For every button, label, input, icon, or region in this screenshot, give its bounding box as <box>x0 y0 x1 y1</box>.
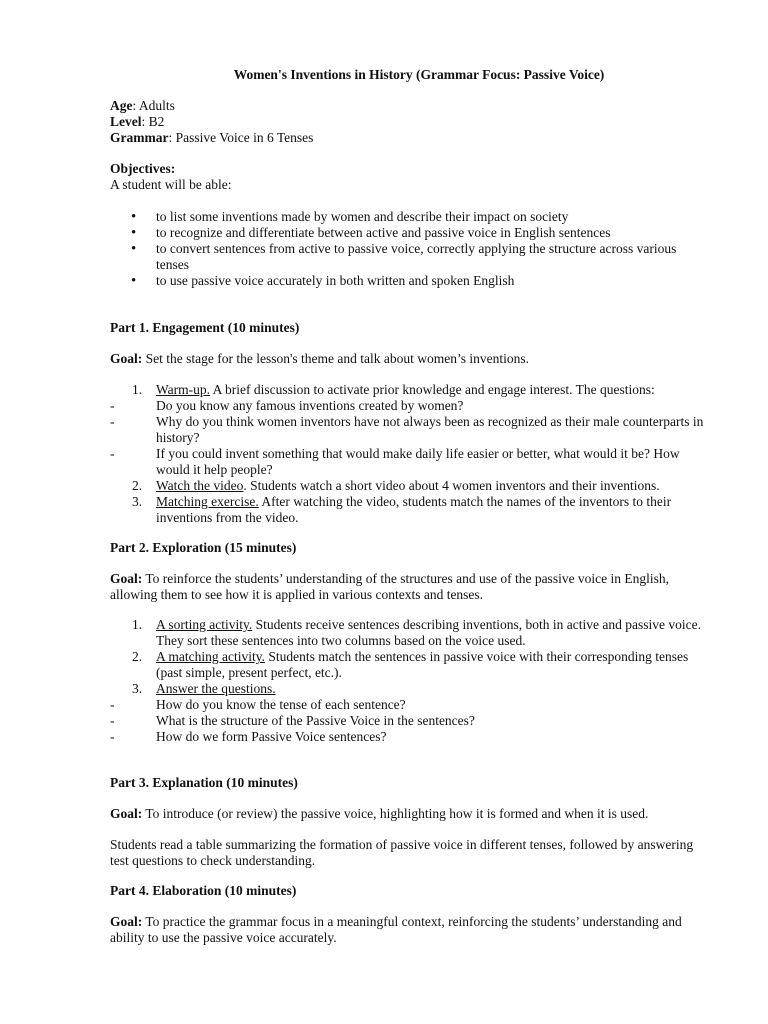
activity-title: Answer the questions. <box>156 681 276 696</box>
age-value: : Adults <box>132 98 175 113</box>
grammar-line <box>110 130 710 146</box>
question-item <box>110 713 710 729</box>
item-text: After watching the video, students match the names of the inventors to their inventions from the video. <box>156 494 672 525</box>
activity-title: A sorting activity. <box>156 617 253 632</box>
document-title: Women's Inventions in History (Grammar Focus: Passive Voice) <box>233 67 605 82</box>
item-text: Do you know any famous inventions created by women? <box>156 398 464 413</box>
activity-title: Watch the video <box>156 478 244 493</box>
part2-goal <box>110 571 710 603</box>
part2-goal-label: Goal: <box>110 571 143 586</box>
item-marker: - <box>110 697 115 712</box>
item-text: . Students watch a short video about 4 women inventors and their inventions. <box>243 478 660 493</box>
activity-item <box>110 382 710 398</box>
part1-goal-text: Set the stage for the lesson's theme and talk about women’s inventions. <box>142 351 529 366</box>
item-marker: - <box>110 446 115 461</box>
part1-goal-label: Goal: <box>110 351 143 366</box>
lesson-meta <box>110 98 710 146</box>
objectives-section <box>110 161 710 289</box>
item-text: A brief discussion to activate prior knowledge and engage interest. The questions: <box>210 382 655 397</box>
part3-goal <box>110 806 710 822</box>
part4-heading: Part 4. Elaboration (10 minutes) <box>110 883 297 898</box>
item-text: If you could invent something that would make daily life easier or better, what would it be? How would it help people? <box>156 446 680 477</box>
activity-item <box>110 681 710 697</box>
objectives-intro: A student will be able: <box>110 177 232 192</box>
part1-list <box>110 382 710 526</box>
age-line <box>110 98 710 114</box>
part2-goal-text: To reinforce the students’ understanding of the structures and use of the passive voice in English, allowing them to see how it is applied in various contexts and tenses. <box>110 571 670 602</box>
level-label: Level <box>110 114 142 129</box>
item-text: What is the structure of the Passive Voice in the sentences? <box>156 713 475 728</box>
activity-title: A matching activity. <box>156 649 265 664</box>
part2-section <box>110 540 710 745</box>
part4-goal-label: Goal: <box>110 914 143 929</box>
item-marker: 2. <box>132 649 143 664</box>
part2-list <box>110 617 710 745</box>
item-marker: 3. <box>132 494 143 509</box>
objective-item: • to convert sentences from active to passive voice, correctly applying the structure across various tenses <box>110 241 710 273</box>
item-marker: - <box>110 729 115 744</box>
question-item <box>110 414 710 446</box>
part3-paragraph: Students read a table summarizing the formation of passive voice in different tenses, followed by answering test questions to check understanding. <box>110 837 694 868</box>
question-item <box>110 446 710 478</box>
part3-heading: Part 3. Explanation (10 minutes) <box>110 775 298 790</box>
part4-goal <box>110 914 710 946</box>
part4-goal-text: To practice the grammar focus in a meaningful context, reinforcing the students’ understanding and ability to use the passive voice accurately. <box>110 914 682 945</box>
item-marker: - <box>110 398 115 413</box>
level-line <box>110 114 710 130</box>
item-marker: - <box>110 414 115 429</box>
activity-item <box>110 478 710 494</box>
objective-item: • to recognize and differentiate between active and passive voice in English sentences <box>110 225 710 241</box>
age-label: Age <box>110 98 133 113</box>
part1-goal <box>110 351 710 367</box>
question-item <box>110 697 710 713</box>
part4-section <box>110 883 710 946</box>
activity-title: Warm-up. <box>156 382 211 397</box>
item-text: Students receive sentences describing inventions, both in active and passive voice. They sort these sentences into two columns based on the voice used. <box>156 617 701 648</box>
part1-section <box>110 320 710 526</box>
part2-heading: Part 2. Exploration (15 minutes) <box>110 540 297 555</box>
question-item <box>110 729 710 745</box>
grammar-value: : Passive Voice in 6 Tenses <box>168 130 314 145</box>
part3-goal-label: Goal: <box>110 806 143 821</box>
activity-title: Matching exercise. <box>156 494 259 509</box>
question-item <box>110 398 710 414</box>
level-value: : B2 <box>141 114 165 129</box>
part3-goal-text: To introduce (or review) the passive voice, highlighting how it is formed and when it is used. <box>142 806 649 821</box>
item-marker: - <box>110 713 115 728</box>
item-text: Why do you think women inventors have not always been as recognized as their male counterparts in history? <box>156 414 704 445</box>
item-text: How do you know the tense of each sentence? <box>156 697 406 712</box>
objective-item: • to use passive voice accurately in both written and spoken English <box>110 273 710 289</box>
item-text: How do we form Passive Voice sentences? <box>156 729 387 744</box>
part3-section <box>110 775 710 869</box>
activity-item <box>110 617 710 649</box>
activity-item <box>110 649 710 681</box>
part1-heading: Part 1. Engagement (10 minutes) <box>110 320 300 335</box>
item-marker: 3. <box>132 681 143 696</box>
grammar-label: Grammar <box>110 130 169 145</box>
activity-item <box>110 494 710 526</box>
item-marker: 1. <box>132 617 143 632</box>
objective-item: • to list some inventions made by women and describe their impact on society <box>110 209 710 225</box>
objectives-heading: Objectives: <box>110 161 176 176</box>
item-marker: 1. <box>132 382 143 397</box>
objectives-list <box>110 209 710 289</box>
item-marker: 2. <box>132 478 143 493</box>
lesson-plan <box>110 67 710 946</box>
item-text: Students match the sentences in passive voice with their corresponding tenses (past simple, present perfect, etc.). <box>156 649 689 680</box>
